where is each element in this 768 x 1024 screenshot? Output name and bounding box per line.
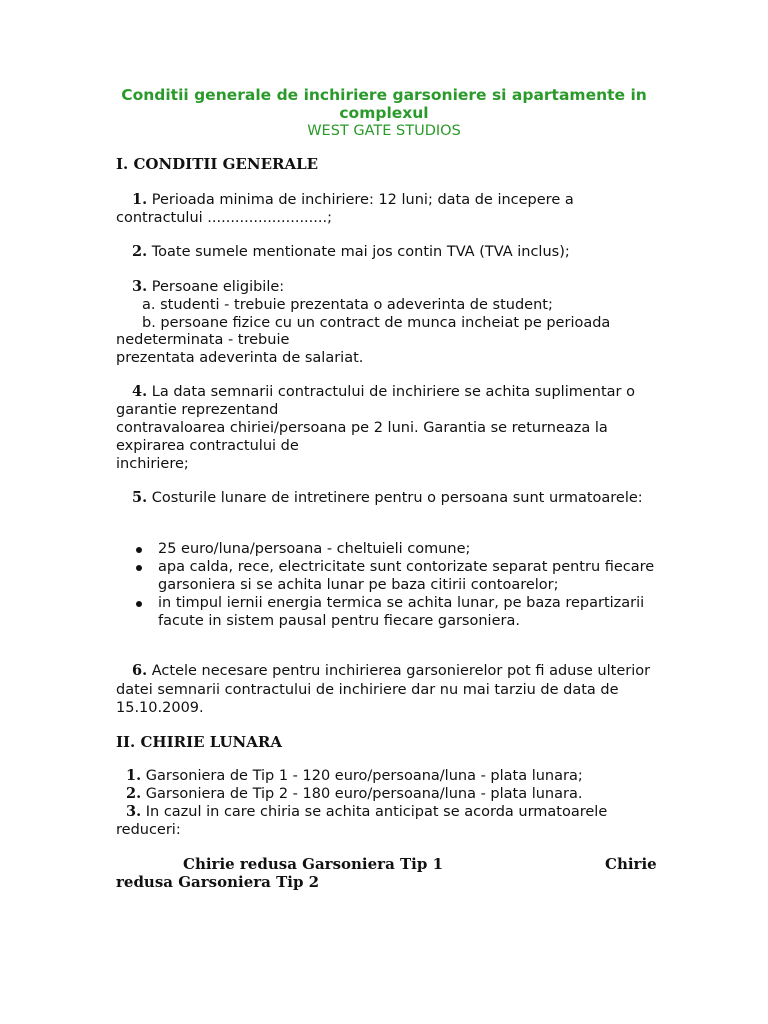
bullet-dot: [136, 601, 142, 607]
item6-text: Actele necesare pentru inchirierea garsonierelor pot fi aduse ulterior: [147, 663, 651, 679]
section2-heading: II. CHIRIE LUNARA: [116, 733, 283, 751]
bullet1-text: 25 euro/luna/persoana - cheltuieli comune;: [158, 541, 471, 557]
item1-line2: contractului ..........................;: [116, 210, 332, 226]
item4-line2: garantie reprezentand: [116, 402, 279, 418]
item5-line1: [132, 489, 643, 507]
item3-line1: [132, 278, 284, 296]
item2-number: 2.: [132, 243, 148, 260]
bullet3-line1: in timpul iernii energia termica se achita lunar, pe baza repartizarii: [158, 595, 645, 611]
item3-text: Persoane eligibile:: [147, 279, 285, 295]
item2-line1: [132, 243, 570, 261]
item6-line3: 15.10.2009.: [116, 700, 204, 716]
item5-text: Costurile lunare de intretinere pentru o persoana sunt urmatoarele:: [147, 490, 643, 506]
item5-number: 5.: [132, 489, 148, 506]
item1-text: Perioada minima de inchiriere: 12 luni; data de incepere a: [147, 192, 574, 208]
item4-line1: [132, 383, 635, 401]
item6-number: 6.: [132, 662, 148, 679]
bullet2-line1: apa calda, rece, electricitate sunt contorizate separat pentru fiecare: [158, 559, 655, 575]
bullet-dot: [136, 547, 142, 553]
rent-item3-line1: [126, 803, 607, 821]
rent-item2: [126, 785, 582, 803]
item2-text: Toate sumele mentionate mai jos contin TVA (TVA inclus);: [147, 244, 570, 260]
rent-item2-text: Garsoniera de Tip 2 - 180 euro/persoana/luna - plata lunara.: [141, 786, 583, 802]
item3-b-line2: nedeterminata - trebuie: [116, 332, 290, 348]
bullet2-line2: garsoniera si se achita lunar pe baza citirii contoarelor;: [158, 577, 559, 593]
rent-item1: [126, 767, 583, 785]
section1-heading: I. CONDITII GENERALE: [116, 155, 319, 173]
item6-line2: datei semnarii contractului de inchiriere dar nu mai tarziu de data de: [116, 682, 619, 698]
item4-line5: inchiriere;: [116, 456, 189, 472]
rent-item2-number: 2.: [126, 785, 142, 802]
bullet3-line2: facute in sistem pausal pentru fiecare garsoniera.: [158, 613, 520, 629]
item4-text: La data semnarii contractului de inchiriere se achita suplimentar o: [147, 384, 635, 400]
table-header-tip2-part1: Chirie: [605, 855, 657, 873]
item4-number: 4.: [132, 383, 148, 400]
document-title-line2: complexul: [339, 104, 429, 122]
item4-line3: contravaloarea chiriei/persoana pe 2 luni. Garantia se returneaza la: [116, 420, 608, 436]
item3-b-line3: prezentata adeverinta de salariat.: [116, 350, 364, 366]
document-subtitle: WEST GATE STUDIOS: [307, 123, 461, 139]
item4-line4: expirarea contractului de: [116, 438, 299, 454]
table-header-tip1: Chirie redusa Garsoniera Tip 1: [183, 855, 444, 873]
rent-item1-number: 1.: [126, 767, 142, 784]
rent-item1-text: Garsoniera de Tip 1 - 120 euro/persoana/luna - plata lunara;: [141, 768, 583, 784]
rent-item3-text: In cazul in care chiria se achita anticipat se acorda urmatoarele: [141, 804, 608, 820]
table-header-tip2-part2: redusa Garsoniera Tip 2: [116, 873, 320, 891]
document-title-line1: Conditii generale de inchiriere garsoniere si apartamente in: [121, 86, 647, 104]
item3-number: 3.: [132, 278, 148, 295]
item1-line1: [132, 191, 574, 209]
item3-b-line1: b. persoane fizice cu un contract de munca incheiat pe perioada: [142, 315, 611, 331]
item3-a: a. studenti - trebuie prezentata o adeverinta de student;: [142, 297, 553, 313]
item1-number: 1.: [132, 191, 148, 208]
rent-item3-line2: reduceri:: [116, 822, 181, 838]
item6-line1: [132, 662, 650, 680]
rent-item3-number: 3.: [126, 803, 142, 820]
bullet-dot: [136, 565, 142, 571]
